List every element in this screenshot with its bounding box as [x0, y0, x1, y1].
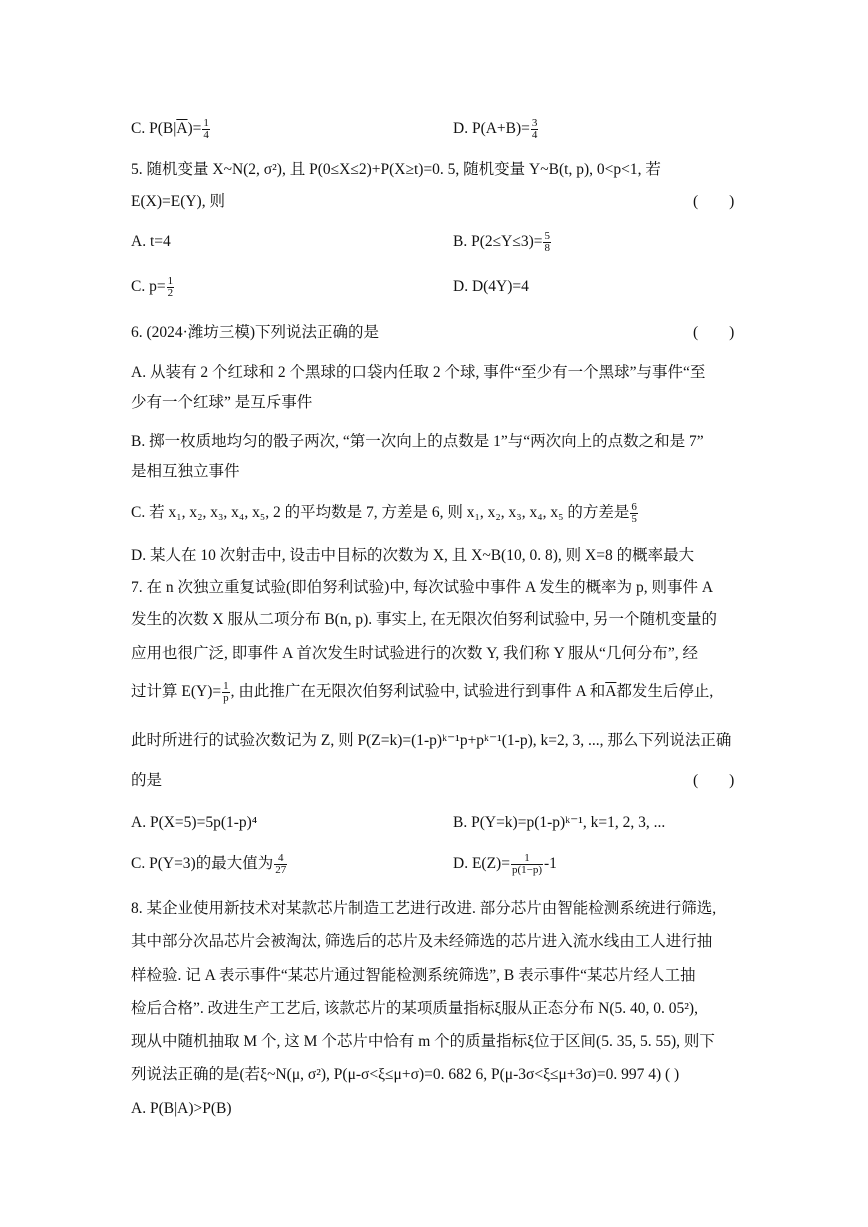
q4-option-c	[131, 118, 211, 141]
fraction-denominator: 5	[631, 513, 637, 525]
q5-option-b-prefix: B. P(2≤Y≤3)=	[453, 233, 543, 251]
fraction-denominator: p(1−p)	[511, 864, 542, 876]
q5-option-a: A. t=4	[131, 233, 171, 250]
q4-option-c-complement: $\overline{A}$	[176, 120, 188, 138]
q6-stem: 6. (2024·潍坊三模)下列说法正确的是	[131, 324, 379, 341]
q8-stem-line-3: 样检验. 记 A 表示事件“某芯片通过智能检测系统筛选”, B 表示事件“某芯片经人工抽	[131, 967, 696, 984]
q5-option-c-fraction	[167, 276, 175, 299]
q4-option-c-fraction	[202, 118, 210, 141]
q7-option-c-fraction	[274, 853, 287, 876]
q8-stem-line-6: 列说法正确的是(若ξ~N(μ, σ²), P(μ-σ<ξ≤μ+σ)=0. 682 6, P(μ-3σ<ξ≤μ+3σ)=0. 997 4) ( )	[131, 1066, 680, 1083]
q6-option-d: D. 某人在 10 次射击中, 设击中目标的次数为 X, 且 X~B(10, 0. 8), 则 X=8 的概率最大	[131, 547, 695, 564]
q7-line-4-suffix: , 由此推广在无限次伯努利试验中, 试验进行到事件 A 和	[230, 683, 606, 701]
q7-option-b: B. P(Y=k)=p(1-p)ᵏ⁻¹, k=1, 2, 3, ...	[453, 814, 666, 831]
q6-option-b-line-2: 是相互独立事件	[131, 463, 240, 480]
q5-option-d: D. D(4Y)=4	[453, 278, 529, 295]
fraction-denominator: 4	[531, 129, 538, 141]
q7-stem-line-5: 此时所进行的试验次数记为 Z, 则 P(Z=k)=(1-p)ᵏ⁻¹p+pᵏ⁻¹(1-p), k=2, 3, ..., 那么下列说法正确	[131, 732, 732, 749]
q6-option-a-line-1: A. 从装有 2 个红球和 2 个黑球的口袋内任取 2 个球, 事件“至少有一个黑球”与事件“至	[131, 364, 706, 381]
q6-option-a-line-2: 少有一个红球” 是互斥事件	[131, 394, 313, 411]
q7-line-4-end: 都发生后停止,	[616, 683, 714, 701]
q5-option-c	[131, 276, 175, 299]
q7-line-4-complement: $\overline{A}$	[605, 683, 617, 701]
q7-stem-line-2: 发生的次数 X 服从二项分布 B(n, p). 事实上, 在无限次伯努利试验中, 另一个随机变量的	[131, 611, 717, 628]
q7-line-4-fraction	[222, 681, 230, 704]
fraction-denominator: 27	[275, 864, 287, 876]
q4-option-d-prefix: D. P(A+B)=	[453, 120, 530, 138]
q7-stem-line-1: 7. 在 n 次独立重复试验(即伯努利试验)中, 每次试验中事件 A 发生的概率为 p, 则事件 A	[131, 579, 714, 596]
q6-option-c	[131, 502, 639, 525]
fraction-numerator: 1	[511, 853, 543, 865]
q8-stem-line-2: 其中部分次品芯片会被淘汰, 筛选后的芯片及未经筛选的芯片进入流水线由工人进行抽	[131, 933, 713, 950]
q4-option-c-mid: )=	[187, 120, 202, 138]
q7-option-a: A. P(X=5)=5p(1-p)⁴	[131, 814, 258, 831]
q8-stem-line-5: 现从中随机抽取 M 个, 这 M 个芯片中恰有 m 个的质量指标ξ位于区间(5. 35, 5. 55), 则下	[131, 1033, 715, 1050]
q7-option-d-fraction	[511, 853, 543, 876]
q4-option-d	[453, 118, 539, 141]
q8-stem-line-4: 检后合格”. 改进生产工艺后, 该款芯片的某项质量指标ξ服从正态分布 N(5. 40, 0. 05²),	[131, 1000, 698, 1017]
q7-option-d-suffix: -1	[543, 855, 557, 873]
q5-option-b	[453, 231, 552, 254]
fraction-numerator: 1	[223, 680, 229, 692]
q7-option-d	[453, 853, 557, 876]
q7-line-4-prefix: 过计算 E(Y)=	[131, 683, 222, 701]
fraction-numerator: 3	[531, 117, 538, 129]
fraction-denominator: 8	[544, 242, 550, 254]
q7-answer-paren: ( )	[693, 772, 735, 789]
q7-option-c-prefix: C. P(Y=3)的最大值为	[131, 855, 274, 873]
q7-option-c	[131, 853, 288, 876]
q7-stem-line-3: 应用也很广泛, 即事件 A 首次发生时试验进行的次数 Y, 我们称 Y 服从“几何分布”, 经	[131, 645, 699, 662]
q6-option-c-prefix: C. 若 x₁, x₂, x₃, x₄, x₅, 2 的平均数是 7, 方差是 6, 则 x₁, x₂, x₃, x₄, x₅ 的方差是	[131, 504, 630, 522]
q5-answer-paren: ( )	[693, 193, 735, 210]
fraction-numerator: 4	[274, 853, 287, 865]
q4-option-d-fraction	[531, 118, 539, 141]
q5-stem-line-2: E(X)=E(Y), 则	[131, 193, 225, 210]
fraction-numerator: 1	[203, 117, 209, 129]
q7-stem-line-6: 的是	[131, 772, 163, 789]
fraction-denominator: p	[223, 692, 229, 704]
fraction-numerator: 1	[167, 275, 174, 287]
q6-option-b-line-1: B. 掷一枚质地均匀的骰子两次, “第一次向上的点数是 1”与“两次向上的点数之和是 7”	[131, 433, 704, 450]
q5-stem-line-1: 5. 随机变量 X~N(2, σ²), 且 P(0≤X≤2)+P(X≥t)=0. 5, 随机变量 Y~B(t, p), 0<p<1, 若	[131, 161, 661, 178]
fraction-numerator: 6	[631, 501, 637, 513]
q7-option-d-prefix: D. E(Z)=	[453, 855, 510, 873]
fraction-numerator: 5	[544, 230, 550, 242]
q7-stem-line-4	[131, 681, 713, 704]
fraction-denominator: 2	[167, 287, 174, 299]
q5-option-b-fraction	[543, 231, 551, 254]
q8-stem-line-1: 8. 某企业使用新技术对某款芯片制造工艺进行改进. 部分芯片由智能检测系统进行筛选,	[131, 900, 717, 917]
q6-option-c-fraction	[630, 502, 638, 525]
q8-option-a: A. P(B|A)>P(B)	[131, 1100, 232, 1117]
q6-answer-paren: ( )	[693, 324, 735, 341]
q5-option-c-prefix: C. p=	[131, 278, 166, 296]
q4-option-c-prefix: C. P(B|	[131, 120, 177, 138]
fraction-denominator: 4	[203, 129, 209, 141]
